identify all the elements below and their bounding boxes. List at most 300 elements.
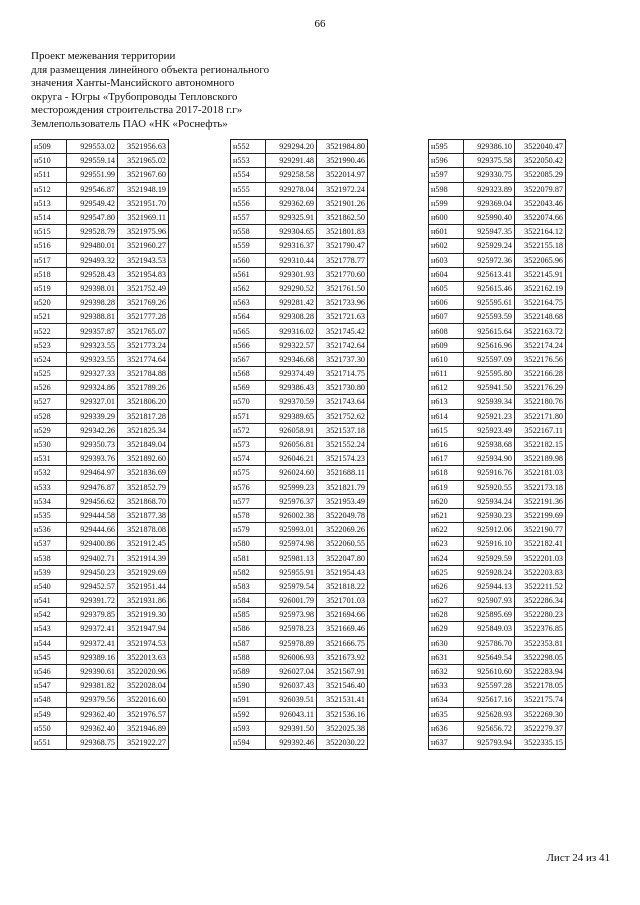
x-coordinate-cell: 929452.57 <box>67 579 118 593</box>
table-row <box>32 636 169 650</box>
y-coordinate-cell: 3521666.75 <box>317 636 368 650</box>
x-coordinate-cell: 929357.87 <box>67 324 118 338</box>
y-coordinate-cell: 3522182.15 <box>515 437 566 451</box>
x-coordinate-cell: 929381.82 <box>67 679 118 693</box>
table-row <box>32 523 169 537</box>
y-coordinate-cell: 3521567.91 <box>317 664 368 678</box>
x-coordinate-cell: 925921.23 <box>464 409 515 423</box>
table-row <box>32 239 169 253</box>
y-coordinate-cell: 3521743.64 <box>317 395 368 409</box>
x-coordinate-cell: 926001.79 <box>266 594 317 608</box>
y-coordinate-cell: 3521774.64 <box>118 352 169 366</box>
table-row <box>32 537 169 551</box>
table-row <box>32 140 169 154</box>
y-coordinate-cell: 3522028.04 <box>118 679 169 693</box>
x-coordinate-cell: 925616.96 <box>464 338 515 352</box>
table-row <box>32 693 169 707</box>
table-row <box>429 168 566 182</box>
x-coordinate-cell: 929327.33 <box>67 367 118 381</box>
point-id-cell: н567 <box>231 352 266 366</box>
x-coordinate-cell: 929398.28 <box>67 296 118 310</box>
table-row <box>32 437 169 451</box>
table-row <box>231 494 368 508</box>
x-coordinate-cell: 925610.60 <box>464 664 515 678</box>
y-coordinate-cell: 3522182.41 <box>515 537 566 551</box>
coordinates-table-2 <box>230 139 368 750</box>
x-coordinate-cell: 929362.40 <box>67 721 118 735</box>
table-row <box>429 437 566 451</box>
x-coordinate-cell: 929553.02 <box>67 140 118 154</box>
table-row <box>429 409 566 423</box>
point-id-cell: н606 <box>429 296 464 310</box>
table-row <box>32 721 169 735</box>
x-coordinate-cell: 929547.80 <box>67 210 118 224</box>
y-coordinate-cell: 3522164.75 <box>515 296 566 310</box>
x-coordinate-cell: 929480.01 <box>67 239 118 253</box>
x-coordinate-cell: 925976.37 <box>266 494 317 508</box>
table-row <box>231 210 368 224</box>
x-coordinate-cell: 929374.49 <box>266 367 317 381</box>
x-coordinate-cell: 925649.54 <box>464 650 515 664</box>
y-coordinate-cell: 3522145.91 <box>515 267 566 281</box>
point-id-cell: н541 <box>32 594 67 608</box>
point-id-cell: н515 <box>32 225 67 239</box>
y-coordinate-cell: 3522211.52 <box>515 579 566 593</box>
y-coordinate-cell: 3521778.77 <box>317 253 368 267</box>
point-id-cell: н575 <box>231 466 266 480</box>
x-coordinate-cell: 925793.94 <box>464 735 515 749</box>
x-coordinate-cell: 926056.81 <box>266 437 317 451</box>
point-id-cell: н589 <box>231 664 266 678</box>
table-row <box>231 310 368 324</box>
x-coordinate-cell: 925907.93 <box>464 594 515 608</box>
y-coordinate-cell: 3521733.96 <box>317 296 368 310</box>
y-coordinate-cell: 3521892.60 <box>118 452 169 466</box>
table-row <box>231 338 368 352</box>
y-coordinate-cell: 3521956.63 <box>118 140 169 154</box>
point-id-cell: н512 <box>32 182 67 196</box>
point-id-cell: н614 <box>429 409 464 423</box>
y-coordinate-cell: 3521960.27 <box>118 239 169 253</box>
x-coordinate-cell: 929386.10 <box>464 140 515 154</box>
table-row <box>231 423 368 437</box>
table-row <box>32 565 169 579</box>
point-id-cell: н617 <box>429 452 464 466</box>
point-id-cell: н612 <box>429 381 464 395</box>
point-id-cell: н572 <box>231 423 266 437</box>
x-coordinate-cell: 925930.23 <box>464 508 515 522</box>
point-id-cell: н545 <box>32 650 67 664</box>
table-row <box>231 452 368 466</box>
point-id-cell: н561 <box>231 267 266 281</box>
point-id-cell: н536 <box>32 523 67 537</box>
y-coordinate-cell: 3522013.63 <box>118 650 169 664</box>
y-coordinate-cell: 3522050.42 <box>515 154 566 168</box>
table-row <box>429 423 566 437</box>
table-row <box>32 579 169 593</box>
y-coordinate-cell: 3522335.15 <box>515 735 566 749</box>
table-row <box>32 551 169 565</box>
y-coordinate-cell: 3522376.85 <box>515 622 566 636</box>
table-row <box>231 466 368 480</box>
header-line: Проект межевания территории <box>31 50 176 62</box>
table-row <box>429 381 566 395</box>
y-coordinate-cell: 3522298.05 <box>515 650 566 664</box>
y-coordinate-cell: 3521714.75 <box>317 367 368 381</box>
x-coordinate-cell: 926058.91 <box>266 423 317 437</box>
y-coordinate-cell: 3522014.97 <box>317 168 368 182</box>
point-id-cell: н569 <box>231 381 266 395</box>
table-row <box>231 324 368 338</box>
point-id-cell: н626 <box>429 579 464 593</box>
x-coordinate-cell: 929291.48 <box>266 154 317 168</box>
point-id-cell: н633 <box>429 679 464 693</box>
x-coordinate-cell: 925916.10 <box>464 537 515 551</box>
y-coordinate-cell: 3521801.83 <box>317 225 368 239</box>
x-coordinate-cell: 929389.16 <box>67 650 118 664</box>
point-id-cell: н544 <box>32 636 67 650</box>
point-id-cell: н547 <box>32 679 67 693</box>
y-coordinate-cell: 3521969.11 <box>118 210 169 224</box>
y-coordinate-cell: 3521946.89 <box>118 721 169 735</box>
point-id-cell: н510 <box>32 154 67 168</box>
point-id-cell: н522 <box>32 324 67 338</box>
coordinates-table-1 <box>31 139 169 750</box>
y-coordinate-cell: 3522283.94 <box>515 664 566 678</box>
table-row <box>231 253 368 267</box>
point-id-cell: н542 <box>32 608 67 622</box>
x-coordinate-cell: 926046.21 <box>266 452 317 466</box>
point-id-cell: н631 <box>429 650 464 664</box>
point-id-cell: н551 <box>32 735 67 749</box>
x-coordinate-cell: 925978.89 <box>266 636 317 650</box>
table-row <box>429 735 566 749</box>
x-coordinate-cell: 925597.28 <box>464 679 515 693</box>
y-coordinate-cell: 3522074.66 <box>515 210 566 224</box>
point-id-cell: н597 <box>429 168 464 182</box>
table-row <box>32 735 169 749</box>
x-coordinate-cell: 925974.98 <box>266 537 317 551</box>
point-id-cell: н611 <box>429 367 464 381</box>
y-coordinate-cell: 3521953.49 <box>317 494 368 508</box>
x-coordinate-cell: 925615.46 <box>464 281 515 295</box>
point-id-cell: н584 <box>231 594 266 608</box>
point-id-cell: н553 <box>231 154 266 168</box>
y-coordinate-cell: 3521931.86 <box>118 594 169 608</box>
y-coordinate-cell: 3521975.96 <box>118 225 169 239</box>
x-coordinate-cell: 925993.01 <box>266 523 317 537</box>
point-id-cell: н580 <box>231 537 266 551</box>
y-coordinate-cell: 3521821.79 <box>317 480 368 494</box>
x-coordinate-cell: 929391.50 <box>266 721 317 735</box>
point-id-cell: н531 <box>32 452 67 466</box>
table-row <box>231 367 368 381</box>
table-row <box>429 196 566 210</box>
y-coordinate-cell: 3521546.40 <box>317 679 368 693</box>
point-id-cell: н600 <box>429 210 464 224</box>
y-coordinate-cell: 3521951.70 <box>118 196 169 210</box>
point-id-cell: н603 <box>429 253 464 267</box>
point-id-cell: н587 <box>231 636 266 650</box>
x-coordinate-cell: 925656.72 <box>464 721 515 735</box>
header-line: округа - Югры «Трубопроводы Тепловского <box>31 90 238 103</box>
table-row <box>32 352 169 366</box>
point-id-cell: н636 <box>429 721 464 735</box>
point-id-cell: н613 <box>429 395 464 409</box>
point-id-cell: н568 <box>231 367 266 381</box>
y-coordinate-cell: 3521765.07 <box>118 324 169 338</box>
y-coordinate-cell: 3522043.46 <box>515 196 566 210</box>
table-row <box>231 140 368 154</box>
table-row <box>429 210 566 224</box>
y-coordinate-cell: 3522203.83 <box>515 565 566 579</box>
point-id-cell: н588 <box>231 650 266 664</box>
table-row <box>231 409 368 423</box>
x-coordinate-cell: 929390.61 <box>67 664 118 678</box>
table-row <box>429 622 566 636</box>
table-row <box>231 679 368 693</box>
y-coordinate-cell: 3522069.26 <box>317 523 368 537</box>
y-coordinate-cell: 3521967.60 <box>118 168 169 182</box>
point-id-cell: н630 <box>429 636 464 650</box>
table-row <box>429 140 566 154</box>
point-id-cell: н591 <box>231 693 266 707</box>
y-coordinate-cell: 3521976.57 <box>118 707 169 721</box>
y-coordinate-cell: 3521784.88 <box>118 367 169 381</box>
y-coordinate-cell: 3521972.24 <box>317 182 368 196</box>
x-coordinate-cell: 925916.76 <box>464 466 515 480</box>
table-row <box>32 296 169 310</box>
point-id-cell: н582 <box>231 565 266 579</box>
y-coordinate-cell: 3522199.69 <box>515 508 566 522</box>
table-row <box>429 551 566 565</box>
table-row <box>231 622 368 636</box>
y-coordinate-cell: 3521914.39 <box>118 551 169 565</box>
table-row <box>32 281 169 295</box>
y-coordinate-cell: 3522163.72 <box>515 324 566 338</box>
table-row <box>429 154 566 168</box>
table-row <box>231 636 368 650</box>
y-coordinate-cell: 3522175.74 <box>515 693 566 707</box>
point-id-cell: н576 <box>231 480 266 494</box>
point-id-cell: н610 <box>429 352 464 366</box>
y-coordinate-cell: 3521901.26 <box>317 196 368 210</box>
y-coordinate-cell: 3522040.47 <box>515 140 566 154</box>
table-row <box>231 168 368 182</box>
table-row <box>32 267 169 281</box>
y-coordinate-cell: 3521965.02 <box>118 154 169 168</box>
y-coordinate-cell: 3521688.11 <box>317 466 368 480</box>
y-coordinate-cell: 3521737.30 <box>317 352 368 366</box>
table-row <box>32 182 169 196</box>
point-id-cell: н548 <box>32 693 67 707</box>
point-id-cell: н635 <box>429 707 464 721</box>
y-coordinate-cell: 3521769.26 <box>118 296 169 310</box>
x-coordinate-cell: 925973.98 <box>266 608 317 622</box>
x-coordinate-cell: 929325.91 <box>266 210 317 224</box>
y-coordinate-cell: 3521777.28 <box>118 310 169 324</box>
point-id-cell: н570 <box>231 395 266 409</box>
coordinates-table-3 <box>428 139 566 750</box>
point-id-cell: н619 <box>429 480 464 494</box>
point-id-cell: н529 <box>32 423 67 437</box>
x-coordinate-cell: 929324.86 <box>67 381 118 395</box>
y-coordinate-cell: 3521868.70 <box>118 494 169 508</box>
table-row <box>32 494 169 508</box>
point-id-cell: н595 <box>429 140 464 154</box>
point-id-cell: н571 <box>231 409 266 423</box>
point-id-cell: н523 <box>32 338 67 352</box>
header-line: месторождения строительства 2017-2018 г.г» <box>31 104 243 116</box>
point-id-cell: н574 <box>231 452 266 466</box>
x-coordinate-cell: 929339.29 <box>67 409 118 423</box>
point-id-cell: н618 <box>429 466 464 480</box>
point-id-cell: н538 <box>32 551 67 565</box>
table-row <box>231 395 368 409</box>
table-row <box>429 239 566 253</box>
x-coordinate-cell: 929386.43 <box>266 381 317 395</box>
y-coordinate-cell: 3522201.03 <box>515 551 566 565</box>
point-id-cell: н560 <box>231 253 266 267</box>
y-coordinate-cell: 3522280.23 <box>515 608 566 622</box>
x-coordinate-cell: 929304.65 <box>266 225 317 239</box>
x-coordinate-cell: 929323.55 <box>67 352 118 366</box>
point-id-cell: н590 <box>231 679 266 693</box>
y-coordinate-cell: 3522166.28 <box>515 367 566 381</box>
table-row <box>32 225 169 239</box>
point-id-cell: н573 <box>231 437 266 451</box>
x-coordinate-cell: 929393.76 <box>67 452 118 466</box>
y-coordinate-cell: 3522047.80 <box>317 551 368 565</box>
table-row <box>32 650 169 664</box>
table-row <box>429 594 566 608</box>
y-coordinate-cell: 3522279.37 <box>515 721 566 735</box>
table-row <box>429 608 566 622</box>
table-row <box>32 594 169 608</box>
table-row <box>429 693 566 707</box>
point-id-cell: н593 <box>231 721 266 735</box>
table-row <box>231 381 368 395</box>
point-id-cell: н627 <box>429 594 464 608</box>
x-coordinate-cell: 929322.57 <box>266 338 317 352</box>
point-id-cell: н604 <box>429 267 464 281</box>
table-row <box>429 537 566 551</box>
point-id-cell: н581 <box>231 551 266 565</box>
x-coordinate-cell: 929400.86 <box>67 537 118 551</box>
x-coordinate-cell: 929327.01 <box>67 395 118 409</box>
x-coordinate-cell: 929346.68 <box>266 352 317 366</box>
x-coordinate-cell: 929388.81 <box>67 310 118 324</box>
x-coordinate-cell: 925978.23 <box>266 622 317 636</box>
x-coordinate-cell: 929370.59 <box>266 395 317 409</box>
point-id-cell: н565 <box>231 324 266 338</box>
table-row <box>32 508 169 522</box>
y-coordinate-cell: 3522020.96 <box>118 664 169 678</box>
table-row <box>231 735 368 749</box>
point-id-cell: н607 <box>429 310 464 324</box>
point-id-cell: н513 <box>32 196 67 210</box>
table-row <box>429 466 566 480</box>
y-coordinate-cell: 3522178.05 <box>515 679 566 693</box>
y-coordinate-cell: 3521849.04 <box>118 437 169 451</box>
y-coordinate-cell: 3522174.24 <box>515 338 566 352</box>
point-id-cell: н637 <box>429 735 464 749</box>
point-id-cell: н592 <box>231 707 266 721</box>
y-coordinate-cell: 3522173.18 <box>515 480 566 494</box>
point-id-cell: н605 <box>429 281 464 295</box>
point-id-cell: н620 <box>429 494 464 508</box>
y-coordinate-cell: 3521974.53 <box>118 636 169 650</box>
point-id-cell: н552 <box>231 140 266 154</box>
point-id-cell: н556 <box>231 196 266 210</box>
point-id-cell: н520 <box>32 296 67 310</box>
y-coordinate-cell: 3521730.80 <box>317 381 368 395</box>
y-coordinate-cell: 3521745.42 <box>317 324 368 338</box>
point-id-cell: н543 <box>32 622 67 636</box>
point-id-cell: н534 <box>32 494 67 508</box>
x-coordinate-cell: 929362.69 <box>266 196 317 210</box>
point-id-cell: н586 <box>231 622 266 636</box>
header-line: Землепользователь ПАО «НК «Роснефть» <box>31 117 228 130</box>
point-id-cell: н521 <box>32 310 67 324</box>
x-coordinate-cell: 925786.70 <box>464 636 515 650</box>
x-coordinate-cell: 929450.23 <box>67 565 118 579</box>
x-coordinate-cell: 925941.50 <box>464 381 515 395</box>
table-row <box>429 565 566 579</box>
point-id-cell: н624 <box>429 551 464 565</box>
point-id-cell: н514 <box>32 210 67 224</box>
x-coordinate-cell: 925929.24 <box>464 239 515 253</box>
point-id-cell: н549 <box>32 707 67 721</box>
y-coordinate-cell: 3521947.94 <box>118 622 169 636</box>
table-row <box>32 409 169 423</box>
y-coordinate-cell: 3521773.24 <box>118 338 169 352</box>
table-row <box>429 310 566 324</box>
y-coordinate-cell: 3521990.46 <box>317 154 368 168</box>
table-row <box>429 579 566 593</box>
x-coordinate-cell: 929402.71 <box>67 551 118 565</box>
y-coordinate-cell: 3522162.19 <box>515 281 566 295</box>
y-coordinate-cell: 3522167.11 <box>515 423 566 437</box>
x-coordinate-cell: 925849.03 <box>464 622 515 636</box>
point-id-cell: н579 <box>231 523 266 537</box>
point-id-cell: н532 <box>32 466 67 480</box>
x-coordinate-cell: 926024.60 <box>266 466 317 480</box>
y-coordinate-cell: 3521836.69 <box>118 466 169 480</box>
table-row <box>32 168 169 182</box>
x-coordinate-cell: 929476.87 <box>67 480 118 494</box>
x-coordinate-cell: 929362.40 <box>67 707 118 721</box>
x-coordinate-cell: 929559.14 <box>67 154 118 168</box>
y-coordinate-cell: 3522191.36 <box>515 494 566 508</box>
y-coordinate-cell: 3522079.87 <box>515 182 566 196</box>
y-coordinate-cell: 3522190.77 <box>515 523 566 537</box>
x-coordinate-cell: 929281.42 <box>266 296 317 310</box>
x-coordinate-cell: 929258.58 <box>266 168 317 182</box>
y-coordinate-cell: 3522148.68 <box>515 310 566 324</box>
table-row <box>32 452 169 466</box>
table-row <box>231 650 368 664</box>
point-id-cell: н519 <box>32 281 67 295</box>
table-row <box>231 508 368 522</box>
point-id-cell: н621 <box>429 508 464 522</box>
table-row <box>429 650 566 664</box>
y-coordinate-cell: 3521929.69 <box>118 565 169 579</box>
point-id-cell: н562 <box>231 281 266 295</box>
y-coordinate-cell: 3522180.76 <box>515 395 566 409</box>
y-coordinate-cell: 3521912.45 <box>118 537 169 551</box>
point-id-cell: н598 <box>429 182 464 196</box>
